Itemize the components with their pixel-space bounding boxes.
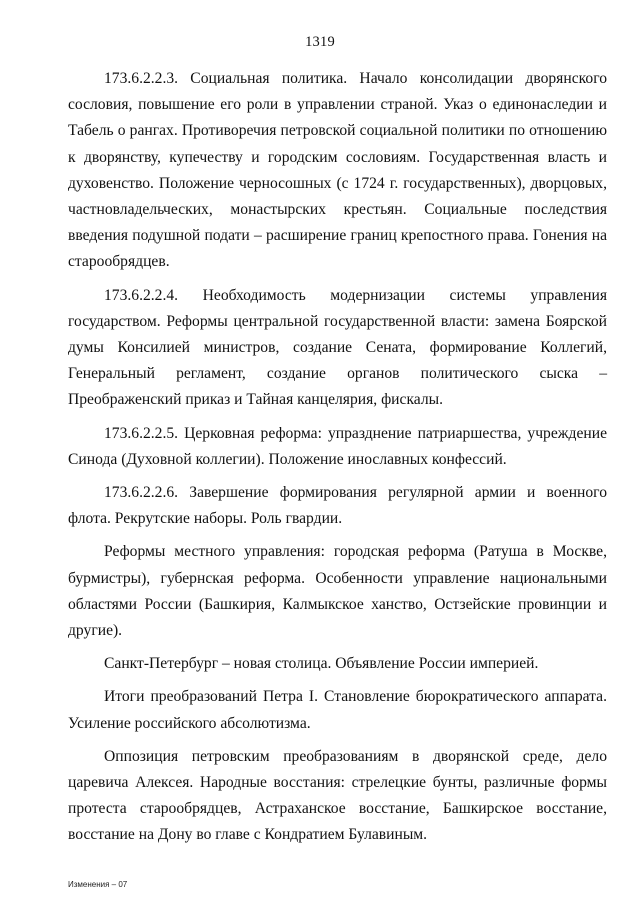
paragraph-new-capital: Санкт-Петербург – новая столица. Объявление России империей.	[104, 655, 539, 673]
page-number: 1319	[305, 34, 335, 50]
paragraph-local-government: Реформы местного управления: городская реформа (Ратуша в Москве, бурмистры), губернская реформа. Особенности управление национальными областями России (Башкирия, Калмыкское ханство, Остзейские провинции и другие).	[68, 543, 607, 640]
body-text	[68, 66, 607, 856]
paragraph-government-reforms: 173.6.2.2.4. Необходимость модернизации системы управления государством. Реформы центральной государственной власти: замена Боярской думы Консилией министров, создание Сената, формирование Коллегий, Генеральный регламент, создание органов политического сыска – Преображенский приказ и Тайная канцелярия, фискалы.	[68, 286, 607, 409]
paragraph-church-reform: 173.6.2.2.5. Церковная реформа: упразднение патриаршества, учреждение Синода (Духовной коллегии). Положение инославных конфессий.	[68, 424, 607, 468]
paragraph-opposition: Оппозиция петровским преобразованиям в дворянской среде, дело царевича Алексея. Народные восстания: стрелецкие бунты, различные формы протеста старообрядцев, Астраханское восстание, Башкирское восстание, восстание на Дону во главе с Кондратием Булавиным.	[68, 747, 607, 844]
revision-note: Изменения – 07	[68, 880, 128, 889]
paragraph-social-policy: 173.6.2.2.3. Социальная политика. Начало консолидации дворянского сословия, повышение его роли в управлении страной. Указ о единонаследии и Табель о рангах. Противоречия петровской социальной политики по отношению к дворянству, купечеству и городским сословиям. Государственная власть и духовенство. Положение черносошных (с 1724 г. государственных), дворцовых, частновладельческих, монастырских крестьян. Социальные последствия введения подушной подати – расширение границ крепостного права. Гонения на старообрядцев.	[68, 70, 607, 271]
paragraph-results: Итоги преобразований Петра I. Становление бюрократического аппарата. Усиление российского абсолютизма.	[68, 688, 607, 732]
paragraph-army-navy: 173.6.2.2.6. Завершение формирования регулярной армии и военного флота. Рекрутские наборы. Роль гвардии.	[68, 484, 607, 528]
